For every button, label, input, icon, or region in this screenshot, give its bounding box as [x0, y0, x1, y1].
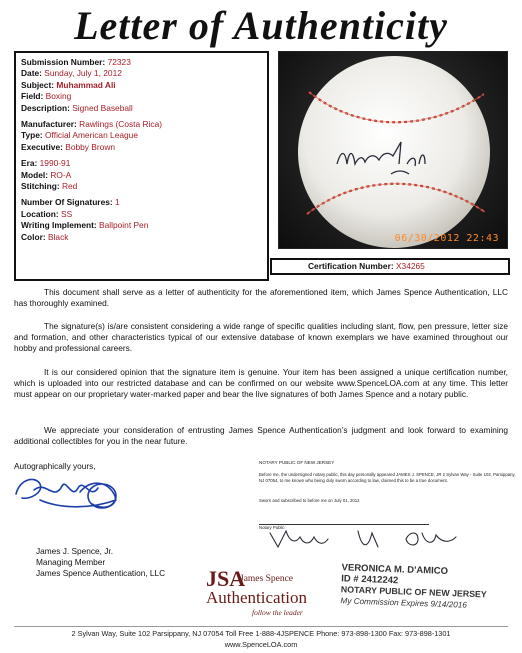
detail-label: Submission Number: [21, 57, 106, 67]
signer-company: James Spence Authentication, LLC [36, 568, 166, 578]
paragraph-4: We appreciate your consideration of entrusting James Spence Authentication’s judgment and look forward to examining additional collectibles for you in the near future. [14, 425, 508, 446]
notary-heading: NOTARY PUBLIC OF NEW JERSEY [259, 460, 335, 465]
detail-value: Sunday, July 1, 2012 [44, 68, 122, 79]
details-group-4 [21, 197, 262, 243]
detail-value: Rawlings (Costa Rica) [79, 119, 163, 130]
jsa-logo-line1: James Spence [240, 574, 294, 584]
detail-value: SS [61, 208, 73, 219]
detail-row [21, 142, 262, 153]
paragraph-2: The signature(s) is/are consistent considering a wide range of specific qualities including slant, flow, pen pressure, letter size and formation, and other characteristics typical of our extensive database of known exemplars we have examined throughout our hobby and professional careers. [14, 321, 508, 353]
jsa-logo-tagline: follow the leader [252, 608, 303, 617]
detail-value: Red [61, 181, 78, 192]
detail-row [21, 80, 262, 91]
detail-label: Description: [21, 102, 70, 113]
detail-label: Era: [21, 158, 38, 169]
detail-value: Boxing [45, 91, 72, 102]
detail-label: Color: [21, 231, 46, 242]
photo-timestamp: 06/30/2012 22:43 [394, 233, 499, 244]
signer-name: James J. Spence, Jr. [36, 546, 114, 556]
detail-row [21, 57, 262, 68]
certification-label: Certification Number: [308, 261, 394, 271]
detail-row [21, 158, 262, 169]
detail-label: Field: [21, 91, 44, 102]
detail-row [21, 68, 262, 79]
notary-stamp-title: NOTARY PUBLIC OF NEW JERSEY [340, 584, 487, 600]
detail-row [21, 170, 262, 181]
detail-label: Type: [21, 130, 43, 141]
item-details-box [14, 51, 269, 281]
notary-sworn-line: Sworn and subscribed to before me on July 01, 2012 [259, 498, 360, 503]
signer-block [36, 546, 165, 579]
notary-stamp-expires: My Commission Expires 9/14/2016 [340, 596, 468, 610]
detail-row [21, 181, 262, 192]
certification-value: X34265 [395, 261, 425, 271]
spence-signature [10, 470, 130, 515]
details-group-1 [21, 57, 262, 114]
details-group-2 [21, 119, 262, 153]
notary-line-label: Notary Public [259, 525, 285, 530]
baseball-photo [278, 51, 508, 249]
closing-line: Autographically yours, [14, 461, 96, 471]
jsa-logo-line2: Authentication [206, 588, 308, 607]
footer-address: 2 Sylvan Way, Suite 102 Parsippany, NJ 07054 Toll Free 1-888-4JSPENCE Phone: 973-898-1300 Fax: 973-898-1301 [71, 629, 451, 638]
detail-value: 1990-91 [39, 158, 71, 169]
detail-value: Signed Baseball [72, 102, 133, 113]
jsa-logo [206, 566, 326, 624]
detail-label: Stitching: [21, 181, 60, 192]
footer-website: www.SpenceLOA.com [224, 640, 298, 649]
detail-label: Date: [21, 68, 42, 79]
detail-label: Model: [21, 169, 48, 180]
detail-value: Black [47, 231, 69, 242]
notary-stamp [340, 562, 496, 611]
paragraph-1: This document shall serve as a letter of authenticity for the aforementioned item, which James Spence Authentication, LLC has thoroughly examined. [14, 287, 508, 308]
notary-signature [266, 525, 466, 553]
detail-row [21, 209, 262, 220]
detail-value: RO-A [50, 169, 72, 180]
detail-row [21, 91, 262, 102]
detail-value: 1 [115, 197, 120, 208]
detail-value: Ballpoint Pen [99, 220, 149, 231]
detail-row [21, 119, 262, 130]
baseball-image [279, 52, 508, 249]
details-group-3 [21, 158, 262, 192]
detail-row [21, 130, 262, 141]
detail-row [21, 232, 262, 243]
jsa-logo-mark: JSA [206, 566, 246, 591]
detail-row [21, 197, 262, 208]
detail-value: Muhammad Ali [56, 79, 116, 90]
signer-role: Managing Member [36, 557, 106, 567]
detail-label: Writing Implement: [21, 220, 97, 231]
document-title: Letter of Authenticity [74, 3, 448, 48]
notary-stamp-id: ID # 2412242 [341, 573, 399, 587]
notary-body: Before me, the undersigned notary public, this day personally appeared JAMES J. SPENCE, JR 2 Sylvan Way - Suite 102, Parsippany, NJ 07054, to me known who being duly sworn according to law, claimed this to be a true document. [259, 472, 516, 483]
detail-value: 72323 [107, 57, 131, 67]
detail-label: Number Of Signatures: [21, 197, 113, 208]
detail-value: Official American League [45, 130, 139, 141]
certification-number-box [270, 258, 510, 275]
footer-divider [14, 626, 508, 627]
detail-label: Subject: [21, 79, 55, 90]
detail-row [21, 220, 262, 231]
detail-row [21, 103, 262, 114]
detail-label: Location: [21, 208, 59, 219]
detail-label: Manufacturer: [21, 119, 77, 130]
paragraph-3: It is our considered opinion that the signature item is genuine. Your item has been assigned a unique certification number, which is uploaded into our restricted database and can be confirmed on our website www.SpenceLOA.com at any time. This letter must appear on our proprietary water-marked paper and bear the live signatures of both James Spence and a notary public. [14, 367, 508, 399]
notary-stamp-name: VERONICA M. D'AMICO [341, 562, 449, 578]
notary-section [259, 460, 519, 531]
detail-label: Executive: [21, 141, 63, 152]
detail-value: Bobby Brown [65, 141, 116, 152]
